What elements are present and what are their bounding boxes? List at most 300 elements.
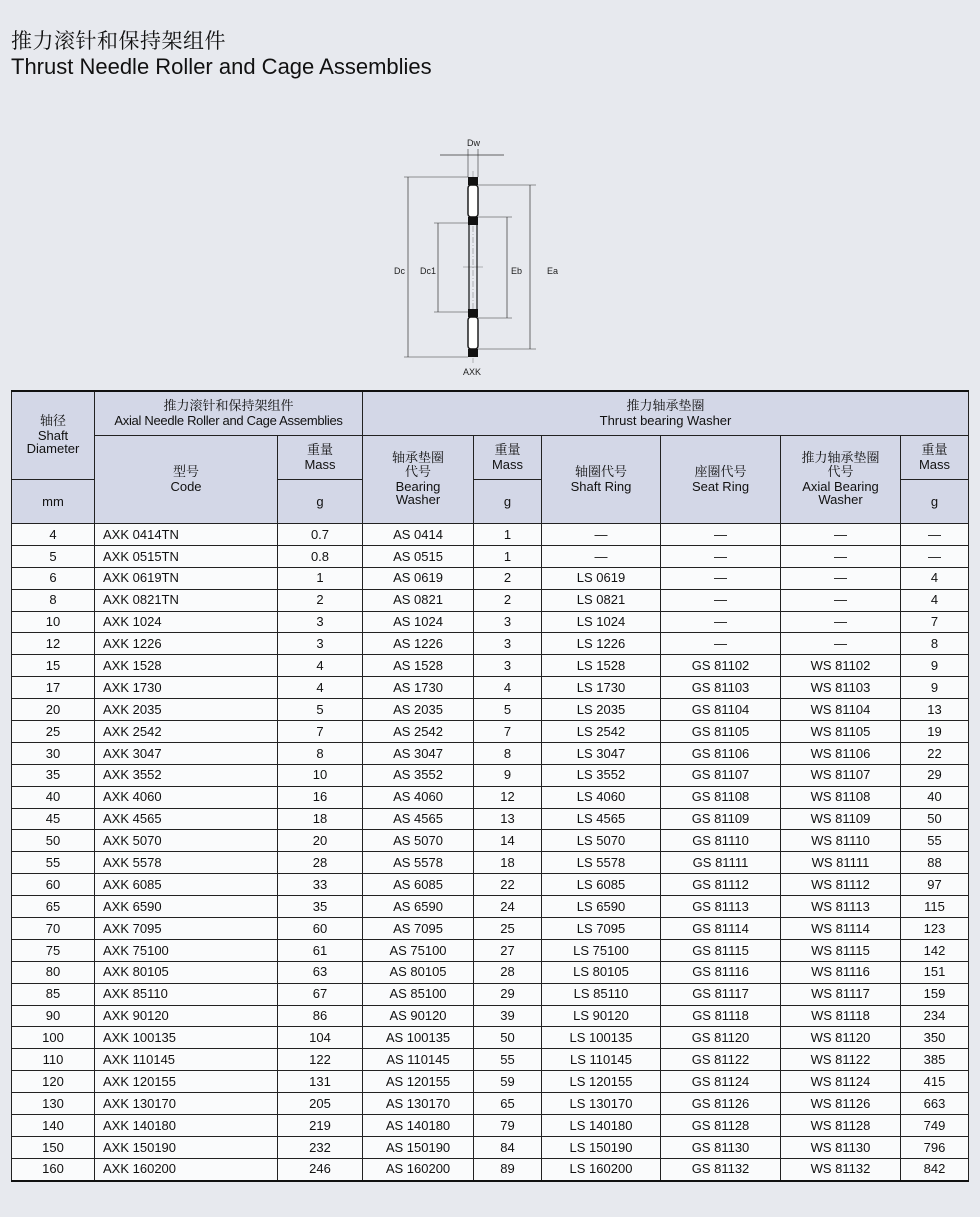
- cell-washer-mass: 1: [474, 545, 542, 567]
- cell-axial-washer: WS 81104: [781, 699, 901, 721]
- label-ea: Ea: [547, 266, 559, 276]
- cell-code: AXK 5578: [95, 852, 278, 874]
- cell-washer-mass: 2: [474, 567, 542, 589]
- cell-mass: 4: [278, 677, 363, 699]
- cell-shaft-diameter: 160: [12, 1158, 95, 1180]
- table-row: [12, 655, 969, 677]
- header-unit-mm: mm: [12, 480, 95, 524]
- cell-washer-mass: 2: [474, 589, 542, 611]
- cell-shaft-ring: LS 75100: [542, 939, 661, 961]
- header-axial-bearing-washer: 推力轴承垫圈 代号 Axial Bearing Washer: [781, 436, 901, 524]
- cell-seat-ring: GS 81116: [661, 961, 781, 983]
- cell-shaft-ring: LS 140180: [542, 1115, 661, 1137]
- cell-shaft-diameter: 150: [12, 1136, 95, 1158]
- cell-axial-washer: WS 81102: [781, 655, 901, 677]
- cell-washer-mass: 7: [474, 721, 542, 743]
- cell-shaft-diameter: 120: [12, 1071, 95, 1093]
- cell-mass: 16: [278, 786, 363, 808]
- table-row: [12, 896, 969, 918]
- cell-axial-washer: WS 81115: [781, 939, 901, 961]
- table-row: [12, 830, 969, 852]
- cell-bearing-washer: AS 130170: [363, 1093, 474, 1115]
- bearing-diagram: [390, 135, 570, 380]
- cell-axial-washer: WS 81128: [781, 1115, 901, 1137]
- cell-mass: 60: [278, 918, 363, 940]
- cell-axial-washer-mass: 29: [901, 764, 969, 786]
- cell-axial-washer: WS 81108: [781, 786, 901, 808]
- cell-seat-ring: GS 81105: [661, 721, 781, 743]
- cell-code: AXK 85110: [95, 983, 278, 1005]
- label-dw: Dw: [467, 138, 480, 148]
- cell-mass: 205: [278, 1093, 363, 1115]
- table-row: [12, 1136, 969, 1158]
- cell-mass: 10: [278, 764, 363, 786]
- cell-shaft-diameter: 20: [12, 699, 95, 721]
- cell-axial-washer: WS 81120: [781, 1027, 901, 1049]
- cell-mass: 0.7: [278, 524, 363, 546]
- cell-axial-washer: WS 81107: [781, 764, 901, 786]
- cell-axial-washer: WS 81122: [781, 1049, 901, 1071]
- cell-code: AXK 100135: [95, 1027, 278, 1049]
- header-seat-ring: 座圈代号 Seat Ring: [661, 436, 781, 524]
- cell-axial-washer: —: [781, 567, 901, 589]
- cell-shaft-ring: LS 120155: [542, 1071, 661, 1093]
- cell-seat-ring: GS 81115: [661, 939, 781, 961]
- cell-seat-ring: GS 81120: [661, 1027, 781, 1049]
- cell-axial-washer-mass: 50: [901, 808, 969, 830]
- cell-seat-ring: GS 81132: [661, 1158, 781, 1180]
- cell-code: AXK 120155: [95, 1071, 278, 1093]
- cell-code: AXK 0619TN: [95, 567, 278, 589]
- cell-bearing-washer: AS 0414: [363, 524, 474, 546]
- cell-shaft-ring: LS 7095: [542, 918, 661, 940]
- cell-axial-washer: WS 81130: [781, 1136, 901, 1158]
- cell-shaft-diameter: 15: [12, 655, 95, 677]
- cell-shaft-diameter: 55: [12, 852, 95, 874]
- cell-bearing-washer: AS 1024: [363, 611, 474, 633]
- cell-washer-mass: 29: [474, 983, 542, 1005]
- cell-seat-ring: GS 81112: [661, 874, 781, 896]
- cell-washer-mass: 79: [474, 1115, 542, 1137]
- cell-shaft-diameter: 40: [12, 786, 95, 808]
- cell-mass: 3: [278, 633, 363, 655]
- cell-axial-washer-mass: 842: [901, 1158, 969, 1180]
- cell-bearing-washer: AS 100135: [363, 1027, 474, 1049]
- cell-washer-mass: 24: [474, 896, 542, 918]
- cell-washer-mass: 3: [474, 611, 542, 633]
- cell-shaft-diameter: 110: [12, 1049, 95, 1071]
- cell-shaft-ring: LS 3552: [542, 764, 661, 786]
- page-title-cn: 推力滚针和保持架组件: [11, 29, 226, 53]
- cell-washer-mass: 1: [474, 524, 542, 546]
- cell-bearing-washer: AS 0619: [363, 567, 474, 589]
- cell-seat-ring: GS 81126: [661, 1093, 781, 1115]
- cell-axial-washer: WS 81117: [781, 983, 901, 1005]
- cell-washer-mass: 8: [474, 742, 542, 764]
- cell-shaft-diameter: 130: [12, 1093, 95, 1115]
- cell-shaft-diameter: 85: [12, 983, 95, 1005]
- cell-washer-mass: 39: [474, 1005, 542, 1027]
- cell-axial-washer: WS 81110: [781, 830, 901, 852]
- header-unit-g-3: g: [901, 480, 969, 524]
- cell-shaft-ring: LS 100135: [542, 1027, 661, 1049]
- cell-mass: 4: [278, 655, 363, 677]
- cell-axial-washer: —: [781, 611, 901, 633]
- page-title-en: Thrust Needle Roller and Cage Assemblies: [11, 54, 432, 79]
- table-row: [12, 633, 969, 655]
- cell-mass: 33: [278, 874, 363, 896]
- label-dc1: Dc1: [420, 266, 437, 276]
- table-row: [12, 983, 969, 1005]
- cell-shaft-diameter: 8: [12, 589, 95, 611]
- cell-mass: 0.8: [278, 545, 363, 567]
- cell-axial-washer-mass: 234: [901, 1005, 969, 1027]
- table-row: [12, 721, 969, 743]
- cell-axial-washer-mass: 7: [901, 611, 969, 633]
- label-axk: AXK: [463, 367, 482, 377]
- cell-washer-mass: 50: [474, 1027, 542, 1049]
- cell-shaft-diameter: 75: [12, 939, 95, 961]
- cell-washer-mass: 28: [474, 961, 542, 983]
- cell-shaft-diameter: 50: [12, 830, 95, 852]
- cell-washer-mass: 12: [474, 786, 542, 808]
- cell-mass: 104: [278, 1027, 363, 1049]
- cell-axial-washer: —: [781, 524, 901, 546]
- cell-axial-washer-mass: 350: [901, 1027, 969, 1049]
- cell-axial-washer-mass: 796: [901, 1136, 969, 1158]
- cell-mass: 20: [278, 830, 363, 852]
- cell-shaft-ring: LS 110145: [542, 1049, 661, 1071]
- cell-code: AXK 5070: [95, 830, 278, 852]
- cell-bearing-washer: AS 80105: [363, 961, 474, 983]
- cell-shaft-diameter: 4: [12, 524, 95, 546]
- cell-seat-ring: —: [661, 611, 781, 633]
- cell-code: AXK 130170: [95, 1093, 278, 1115]
- cell-axial-washer: WS 81126: [781, 1093, 901, 1115]
- spec-table: [11, 390, 969, 1182]
- cell-code: AXK 3552: [95, 764, 278, 786]
- cell-seat-ring: GS 81114: [661, 918, 781, 940]
- cell-washer-mass: 4: [474, 677, 542, 699]
- cell-code: AXK 110145: [95, 1049, 278, 1071]
- cell-code: AXK 7095: [95, 918, 278, 940]
- cell-shaft-diameter: 35: [12, 764, 95, 786]
- cell-shaft-diameter: 6: [12, 567, 95, 589]
- cell-code: AXK 4565: [95, 808, 278, 830]
- cell-axial-washer: WS 81106: [781, 742, 901, 764]
- cell-mass: 219: [278, 1115, 363, 1137]
- header-shaft-ring: 轴圈代号 Shaft Ring: [542, 436, 661, 524]
- cell-mass: 67: [278, 983, 363, 1005]
- cell-mass: 122: [278, 1049, 363, 1071]
- cell-shaft-diameter: 5: [12, 545, 95, 567]
- cell-code: AXK 80105: [95, 961, 278, 983]
- cell-axial-washer-mass: 151: [901, 961, 969, 983]
- cell-axial-washer-mass: 159: [901, 983, 969, 1005]
- cell-code: AXK 1528: [95, 655, 278, 677]
- cell-bearing-washer: AS 120155: [363, 1071, 474, 1093]
- cell-bearing-washer: AS 2035: [363, 699, 474, 721]
- cell-shaft-ring: LS 2035: [542, 699, 661, 721]
- cell-axial-washer-mass: 97: [901, 874, 969, 896]
- cell-shaft-ring: LS 85110: [542, 983, 661, 1005]
- cell-seat-ring: GS 81109: [661, 808, 781, 830]
- cell-shaft-diameter: 25: [12, 721, 95, 743]
- cell-shaft-ring: LS 4565: [542, 808, 661, 830]
- header-axial-assembly: 推力滚针和保持架组件 Axial Needle Roller and Cage Assemblies: [95, 391, 363, 436]
- cell-axial-washer-mass: 55: [901, 830, 969, 852]
- table-row: [12, 786, 969, 808]
- cell-washer-mass: 55: [474, 1049, 542, 1071]
- cell-shaft-diameter: 12: [12, 633, 95, 655]
- cell-mass: 232: [278, 1136, 363, 1158]
- cell-axial-washer-mass: 663: [901, 1093, 969, 1115]
- cell-shaft-diameter: 60: [12, 874, 95, 896]
- cell-code: AXK 1024: [95, 611, 278, 633]
- cell-seat-ring: GS 81110: [661, 830, 781, 852]
- cell-seat-ring: GS 81118: [661, 1005, 781, 1027]
- cell-mass: 28: [278, 852, 363, 874]
- cell-axial-washer-mass: 4: [901, 589, 969, 611]
- cell-axial-washer: WS 81132: [781, 1158, 901, 1180]
- cell-bearing-washer: AS 1528: [363, 655, 474, 677]
- table-row: [12, 1071, 969, 1093]
- cell-shaft-diameter: 10: [12, 611, 95, 633]
- cell-washer-mass: 5: [474, 699, 542, 721]
- label-dc: Dc: [394, 266, 405, 276]
- cell-axial-washer-mass: 8: [901, 633, 969, 655]
- cell-washer-mass: 22: [474, 874, 542, 896]
- cell-mass: 8: [278, 742, 363, 764]
- cell-bearing-washer: AS 150190: [363, 1136, 474, 1158]
- cell-shaft-diameter: 30: [12, 742, 95, 764]
- label-eb: Eb: [511, 266, 523, 276]
- table-row: [12, 699, 969, 721]
- table-row: [12, 764, 969, 786]
- table-row: [12, 1027, 969, 1049]
- cell-axial-washer: —: [781, 589, 901, 611]
- cell-axial-washer: WS 81124: [781, 1071, 901, 1093]
- header-mass-3: 重量 Mass: [901, 436, 969, 480]
- cell-shaft-ring: —: [542, 524, 661, 546]
- cell-mass: 131: [278, 1071, 363, 1093]
- cell-shaft-ring: LS 1226: [542, 633, 661, 655]
- table-row: [12, 1115, 969, 1137]
- header-unit-g-1: g: [278, 480, 363, 524]
- cell-washer-mass: 59: [474, 1071, 542, 1093]
- cell-seat-ring: GS 81113: [661, 896, 781, 918]
- cell-axial-washer: WS 81118: [781, 1005, 901, 1027]
- cell-washer-mass: 3: [474, 655, 542, 677]
- table-row: [12, 611, 969, 633]
- cell-shaft-ring: LS 90120: [542, 1005, 661, 1027]
- cell-seat-ring: GS 81130: [661, 1136, 781, 1158]
- spec-table-body: [12, 524, 969, 1181]
- cell-seat-ring: GS 81103: [661, 677, 781, 699]
- cell-bearing-washer: AS 5578: [363, 852, 474, 874]
- cell-bearing-washer: AS 90120: [363, 1005, 474, 1027]
- cell-axial-washer: —: [781, 633, 901, 655]
- header-thrust-washer: 推力轴承垫圈 Thrust bearing Washer: [363, 391, 969, 436]
- cell-seat-ring: GS 81108: [661, 786, 781, 808]
- cell-bearing-washer: AS 6085: [363, 874, 474, 896]
- cell-shaft-diameter: 45: [12, 808, 95, 830]
- cell-shaft-diameter: 140: [12, 1115, 95, 1137]
- cell-mass: 2: [278, 589, 363, 611]
- cell-shaft-ring: LS 0821: [542, 589, 661, 611]
- cell-washer-mass: 3: [474, 633, 542, 655]
- cell-axial-washer: WS 81116: [781, 961, 901, 983]
- header-shaft: 轴径 Shaft Diameter: [12, 391, 95, 480]
- cell-axial-washer: WS 81113: [781, 896, 901, 918]
- cell-mass: 5: [278, 699, 363, 721]
- cell-code: AXK 90120: [95, 1005, 278, 1027]
- cell-code: AXK 140180: [95, 1115, 278, 1137]
- cell-axial-washer-mass: 13: [901, 699, 969, 721]
- cell-shaft-diameter: 100: [12, 1027, 95, 1049]
- cell-bearing-washer: AS 4060: [363, 786, 474, 808]
- cell-mass: 35: [278, 896, 363, 918]
- cell-washer-mass: 84: [474, 1136, 542, 1158]
- cell-bearing-washer: AS 3552: [363, 764, 474, 786]
- cell-shaft-ring: LS 80105: [542, 961, 661, 983]
- cell-code: AXK 1226: [95, 633, 278, 655]
- cell-shaft-ring: LS 1024: [542, 611, 661, 633]
- cell-axial-washer-mass: 22: [901, 742, 969, 764]
- cell-bearing-washer: AS 1226: [363, 633, 474, 655]
- cell-seat-ring: —: [661, 567, 781, 589]
- cell-code: AXK 3047: [95, 742, 278, 764]
- cell-shaft-diameter: 80: [12, 961, 95, 983]
- cell-code: AXK 160200: [95, 1158, 278, 1180]
- table-row: [12, 1005, 969, 1027]
- table-row: [12, 677, 969, 699]
- cell-axial-washer-mass: —: [901, 545, 969, 567]
- cell-mass: 3: [278, 611, 363, 633]
- cell-bearing-washer: AS 0821: [363, 589, 474, 611]
- cell-seat-ring: GS 81106: [661, 742, 781, 764]
- cell-axial-washer: WS 81112: [781, 874, 901, 896]
- cell-bearing-washer: AS 160200: [363, 1158, 474, 1180]
- header-code: 型号 Code: [95, 436, 278, 524]
- cell-shaft-ring: LS 130170: [542, 1093, 661, 1115]
- cell-shaft-ring: LS 6590: [542, 896, 661, 918]
- cell-mass: 1: [278, 567, 363, 589]
- cell-bearing-washer: AS 6590: [363, 896, 474, 918]
- cell-seat-ring: —: [661, 524, 781, 546]
- header-mass-1: 重量 Mass: [278, 436, 363, 480]
- cell-bearing-washer: AS 110145: [363, 1049, 474, 1071]
- table-row: [12, 808, 969, 830]
- cell-shaft-ring: LS 6085: [542, 874, 661, 896]
- cell-axial-washer-mass: 415: [901, 1071, 969, 1093]
- cell-bearing-washer: AS 0515: [363, 545, 474, 567]
- table-row: [12, 1049, 969, 1071]
- cell-bearing-washer: AS 3047: [363, 742, 474, 764]
- cell-axial-washer-mass: 19: [901, 721, 969, 743]
- cell-seat-ring: GS 81102: [661, 655, 781, 677]
- cell-washer-mass: 13: [474, 808, 542, 830]
- cell-axial-washer: WS 81109: [781, 808, 901, 830]
- table-row: [12, 918, 969, 940]
- cell-axial-washer: WS 81105: [781, 721, 901, 743]
- cell-axial-washer-mass: 749: [901, 1115, 969, 1137]
- cell-shaft-diameter: 70: [12, 918, 95, 940]
- table-row: [12, 852, 969, 874]
- cell-bearing-washer: AS 85100: [363, 983, 474, 1005]
- table-row: [12, 589, 969, 611]
- cell-bearing-washer: AS 7095: [363, 918, 474, 940]
- cell-mass: 18: [278, 808, 363, 830]
- table-row: [12, 1093, 969, 1115]
- table-row: [12, 545, 969, 567]
- cell-axial-washer: —: [781, 545, 901, 567]
- cell-washer-mass: 14: [474, 830, 542, 852]
- cell-washer-mass: 18: [474, 852, 542, 874]
- cell-code: AXK 1730: [95, 677, 278, 699]
- cell-axial-washer-mass: 142: [901, 939, 969, 961]
- cell-washer-mass: 65: [474, 1093, 542, 1115]
- table-row: [12, 567, 969, 589]
- cell-axial-washer-mass: 385: [901, 1049, 969, 1071]
- cell-seat-ring: GS 81122: [661, 1049, 781, 1071]
- cell-washer-mass: 9: [474, 764, 542, 786]
- cell-washer-mass: 89: [474, 1158, 542, 1180]
- cell-seat-ring: GS 81107: [661, 764, 781, 786]
- cell-code: AXK 75100: [95, 939, 278, 961]
- cell-axial-washer: WS 81111: [781, 852, 901, 874]
- header-mass-2: 重量 Mass: [474, 436, 542, 480]
- cell-mass: 86: [278, 1005, 363, 1027]
- cell-shaft-diameter: 90: [12, 1005, 95, 1027]
- header-bearing-washer: 轴承垫圈 代号 Bearing Washer: [363, 436, 474, 524]
- cell-axial-washer-mass: 123: [901, 918, 969, 940]
- cell-axial-washer: WS 81114: [781, 918, 901, 940]
- cell-bearing-washer: AS 75100: [363, 939, 474, 961]
- cell-axial-washer-mass: —: [901, 524, 969, 546]
- cell-shaft-ring: LS 150190: [542, 1136, 661, 1158]
- cell-seat-ring: GS 81128: [661, 1115, 781, 1137]
- cell-mass: 246: [278, 1158, 363, 1180]
- cell-mass: 7: [278, 721, 363, 743]
- cell-washer-mass: 25: [474, 918, 542, 940]
- cell-shaft-diameter: 17: [12, 677, 95, 699]
- cell-axial-washer-mass: 4: [901, 567, 969, 589]
- cell-bearing-washer: AS 2542: [363, 721, 474, 743]
- cell-shaft-ring: LS 5578: [542, 852, 661, 874]
- cell-axial-washer-mass: 115: [901, 896, 969, 918]
- cell-code: AXK 2035: [95, 699, 278, 721]
- cell-seat-ring: —: [661, 633, 781, 655]
- cell-seat-ring: —: [661, 545, 781, 567]
- cell-shaft-ring: LS 5070: [542, 830, 661, 852]
- cell-axial-washer-mass: 88: [901, 852, 969, 874]
- cell-code: AXK 6590: [95, 896, 278, 918]
- cell-seat-ring: GS 81111: [661, 852, 781, 874]
- cell-code: AXK 0821TN: [95, 589, 278, 611]
- cell-axial-washer-mass: 40: [901, 786, 969, 808]
- cell-shaft-ring: LS 2542: [542, 721, 661, 743]
- cell-bearing-washer: AS 5070: [363, 830, 474, 852]
- cell-seat-ring: GS 81124: [661, 1071, 781, 1093]
- cell-seat-ring: GS 81117: [661, 983, 781, 1005]
- cell-axial-washer: WS 81103: [781, 677, 901, 699]
- cell-code: AXK 0414TN: [95, 524, 278, 546]
- cell-shaft-ring: LS 3047: [542, 742, 661, 764]
- table-row: [12, 874, 969, 896]
- cell-seat-ring: —: [661, 589, 781, 611]
- cell-code: AXK 6085: [95, 874, 278, 896]
